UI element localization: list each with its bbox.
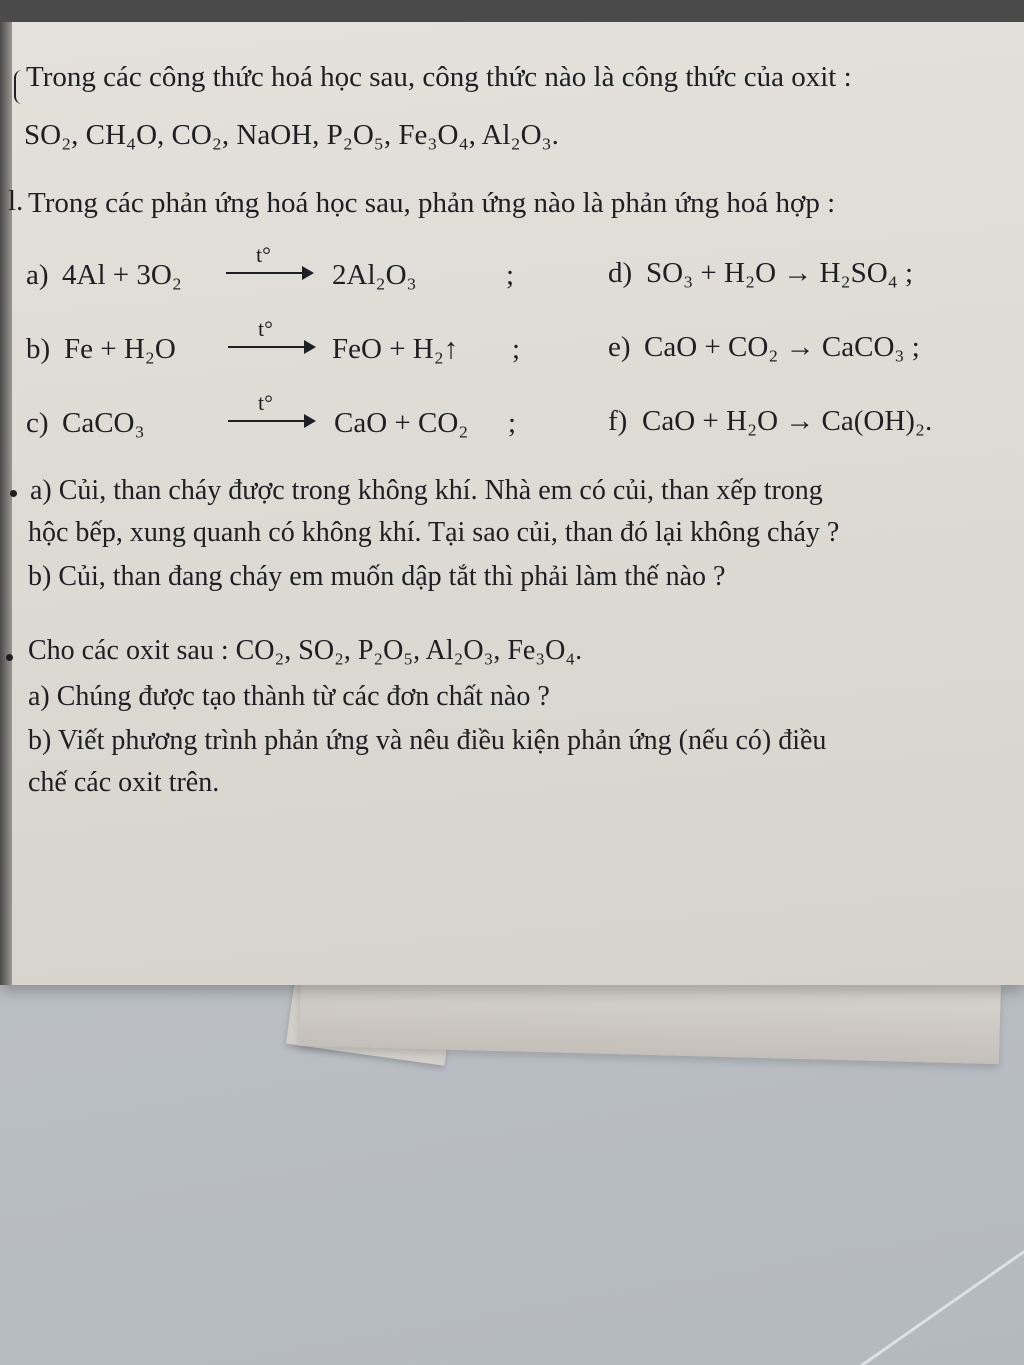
- heat-condition: t°: [258, 316, 273, 341]
- reaction-f-label: f): [608, 405, 628, 437]
- reaction-a-products: 2Al₂O₃: [332, 259, 417, 291]
- arrow-shaft: [228, 346, 312, 348]
- reaction-e-label: e): [608, 331, 631, 363]
- question-4-part-a: a) Chúng được tạo thành từ các đơn chất nào ?: [28, 681, 550, 712]
- reaction-a-separator: ;: [506, 259, 515, 291]
- table-crack: [786, 1244, 1024, 1365]
- reaction-e-equation: CaO + CO₂ → CaCO₃ ;: [644, 331, 920, 363]
- question-3-bullet: [10, 490, 17, 497]
- reaction-c-label: c): [26, 407, 49, 439]
- reaction-c-arrow: [228, 390, 318, 436]
- arrow-head: [304, 414, 316, 428]
- arrow-shaft: [226, 272, 310, 274]
- reaction-b-products: FeO + H₂↑: [332, 333, 459, 365]
- question-4-part-b-line-2: chế các oxit trên.: [28, 767, 220, 798]
- heat-condition: t°: [258, 390, 273, 415]
- question-4-text: Cho các oxit sau : CO₂, SO₂, P₂O₅, Al₂O₃, Fe₃O₄.: [28, 635, 583, 666]
- reaction-c-reactants: CaCO₃: [62, 407, 145, 439]
- question-4-bullet: [6, 654, 13, 661]
- reaction-a-reactants: 4Al + 3O₂: [62, 259, 182, 291]
- question-4-part-b-line-1: b) Viết phương trình phản ứng và nêu điều kiện phản ứng (nếu có) điều: [28, 725, 827, 756]
- arrow-shaft: [228, 420, 312, 422]
- reaction-c-separator: ;: [508, 407, 517, 439]
- heat-condition: t°: [256, 242, 271, 267]
- arrow-head: [304, 340, 316, 354]
- arrow-head: [302, 266, 314, 280]
- reaction-f-equation: CaO + H₂O → Ca(OH)₂.: [642, 405, 933, 437]
- reaction-b-separator: ;: [512, 333, 521, 365]
- question-2-number-mark: l.: [8, 185, 24, 217]
- reaction-a-label: a): [26, 259, 49, 291]
- question-3-part-a-line-1: a) Củi, than cháy được trong không khí. Nhà em có củi, than xếp trong: [30, 475, 823, 506]
- question-3-part-a-line-2: hộc bếp, xung quanh có không khí. Tại sao củi, than đó lại không cháy ?: [28, 517, 840, 548]
- question-1-formulas: SO₂, CH₄O, CO₂, NaOH, P₂O₅, Fe₃O₄, Al₂O₃.: [24, 119, 559, 151]
- reaction-a-arrow: [226, 242, 316, 288]
- reaction-b-label: b): [26, 333, 51, 365]
- reaction-b-arrow: [228, 316, 318, 362]
- reaction-d-label: d): [608, 257, 633, 289]
- reaction-c-products: CaO + CO₂: [334, 407, 469, 439]
- reaction-b-reactants: Fe + H₂O: [64, 333, 176, 365]
- question-2-prompt: Trong các phản ứng hoá học sau, phản ứng nào là phản ứng hoá hợp :: [28, 187, 836, 219]
- reaction-d-equation: SO₃ + H₂O → H₂SO₄ ;: [646, 257, 914, 289]
- question-3-part-b: b) Củi, than đang cháy em muốn dập tắt thì phải làm thế nào ?: [28, 561, 726, 592]
- question-1-text: Trong các công thức hoá học sau, công thức nào là công thức của oxit :: [26, 61, 852, 93]
- question-1-bracket: [14, 70, 22, 104]
